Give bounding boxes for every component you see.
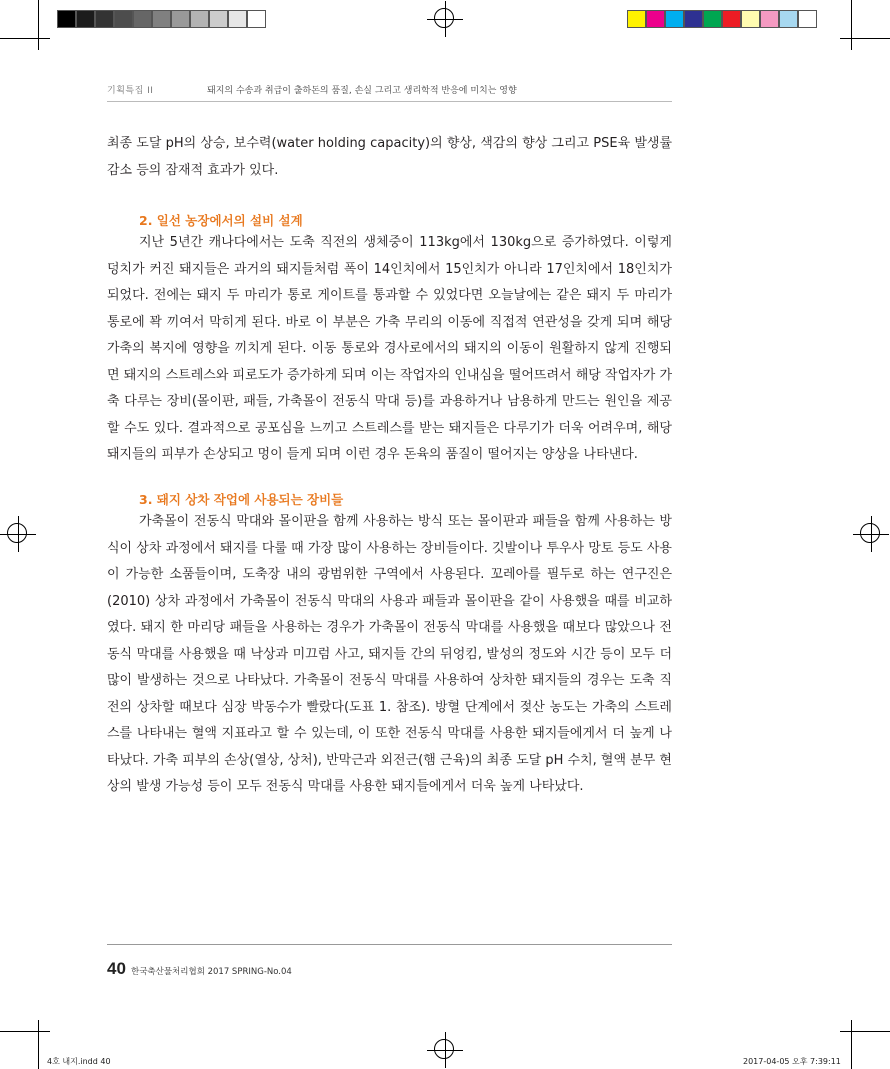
gray-swatch xyxy=(209,10,228,28)
gray-swatch xyxy=(133,10,152,28)
header-divider xyxy=(107,101,672,102)
gray-swatch xyxy=(95,10,114,28)
crop-mark xyxy=(840,38,890,39)
process-swatch xyxy=(741,10,760,28)
crop-mark xyxy=(851,0,852,50)
gray-swatch xyxy=(247,10,266,28)
section-2-paragraph: 지난 5년간 캐나다에서는 도축 직전의 생체중이 113kg에서 130kg으로 증가하였다. 이렇게 덩치가 커진 돼지들은 과거의 돼지들처럼 폭이 14인치에서 15인치가 아니라 17인치에서 18인치가 되었다. 전에는 돼지 두 마리가 통로 게이트를 통과할 수 있었다면 오늘날에는 같은 돼지 두 마리가 통로에 꽉 끼여서 막히게 된다. 바로 이 부분은 가축 무리의 이동에 직접적 연관성을 갖게 되며 해당 가축의 복지에 영향을 끼치게 된다. 이동 통로와 경사로에서의 돼지의 이동이 원활하지 않게 진행되면 돼지의 스트레스와 피로도가 증가하게 되며 이는 작업자의 인내심을 떨어뜨려서 해당 작업자가 가축 다루는 장비(몰이판, 패들, 가축몰이 전동식 막대 등)를 과용하거나 남용하게 만드는 원인을 제공할 수도 있다. 결과적으로 공포심을 느끼고 스트레스를 받는 돼지들은 다루기가 더욱 어려우며, 해당 돼지들의 피부가 손상되고 멍이 들게 되며 이런 경우 돈육의 품질이 떨어지는 양상을 나타낸다. xyxy=(107,235,672,462)
section-3-body-block xyxy=(107,509,672,801)
running-title: 돼지의 수송과 취급이 출하돈의 품질, 손실 그리고 생리학적 반응에 미치는 영향 xyxy=(207,86,517,96)
intro-paragraph: 최종 도달 pH의 상승, 보수력(water holding capacity)의 향상, 색감의 향상 그리고 PSE육 발생률 감소 등의 잠재적 효과가 있다. xyxy=(107,136,672,178)
crop-mark xyxy=(0,38,50,39)
section-label: 기획특집 II xyxy=(107,86,154,96)
process-swatch xyxy=(760,10,779,28)
section-3-paragraph: 가축몰이 전동식 막대와 몰이판을 함께 사용하는 방식 또는 몰이판과 패들을 함께 사용하는 방식이 상차 과정에서 돼지를 다룰 때 가장 많이 사용하는 장비들이다. 깃발이나 투우사 망토 등도 사용이 가능한 소품들이며, 도축장 내의 광범위한 구역에서 사용된다. 꼬레아를 필두로 하는 연구진은(2010) 상차 과정에서 가축몰이 전동식 막대의 사용과 패들과 몰이판을 같이 사용했을 때를 비교하였다. 돼지 한 마리당 패들을 사용하는 경우가 가축몰이 전동식 막대를 사용했을 때보다 많았으나 전동식 막대를 사용했을 때 낙상과 미끄럼 사고, 돼지들 간의 뒤엉킴, 발성의 정도와 시간 등이 모두 더 많이 발생하는 것으로 나타났다. 가축몰이 전동식 막대를 사용하여 상차한 돼지들의 경우는 도축 직전의 상차할 때보다 심장 박동수가 빨랐다(도표 1. 참조). 방혈 단계에서 젖산 농도는 가축의 스트레스를 나타내는 혈액 지표라고 할 수 있는데, 이 또한 전동식 막대를 사용한 돼지들에게서 더 높게 나타났다. 가축 피부의 손상(열상, 상처), 반막근과 외전근(햄 근육)의 최종 도달 pH 수치, 혈액 분무 현상의 발생 가능성 등이 모두 전동식 막대를 사용한 돼지들에게서 더욱 높게 나타났다. xyxy=(107,514,672,794)
gray-swatch xyxy=(114,10,133,28)
slug-filename: 4호 내지.indd 40 xyxy=(47,1057,111,1066)
footer-divider xyxy=(107,944,672,945)
page-number: 40 xyxy=(107,959,126,978)
process-swatch xyxy=(646,10,665,28)
gray-swatch xyxy=(57,10,76,28)
slug-timestamp: 2017-04-05 오후 7:39:11 xyxy=(743,1057,841,1066)
crop-mark xyxy=(851,1020,852,1069)
publication-info: 한국축산물처리협회 2017 SPRING-No.04 xyxy=(131,967,292,977)
process-swatch xyxy=(722,10,741,28)
gray-swatch xyxy=(228,10,247,28)
crop-mark xyxy=(840,1031,890,1032)
process-swatch xyxy=(665,10,684,28)
gray-swatch xyxy=(76,10,95,28)
crop-mark xyxy=(0,1031,50,1032)
process-swatch xyxy=(798,10,817,28)
process-swatch xyxy=(703,10,722,28)
section-2-title: 2. 일선 농장에서의 설비 설계 xyxy=(139,213,303,228)
section-2-body-block xyxy=(107,230,672,469)
gray-swatch xyxy=(152,10,171,28)
intro-paragraph-block xyxy=(107,131,672,184)
section-3-title: 3. 돼지 상차 작업에 사용되는 장비들 xyxy=(139,492,344,507)
process-swatch xyxy=(627,10,646,28)
process-swatch xyxy=(779,10,798,28)
crop-mark xyxy=(38,0,39,50)
gray-swatch xyxy=(171,10,190,28)
crop-mark xyxy=(38,1020,39,1069)
gray-swatch xyxy=(190,10,209,28)
process-swatch xyxy=(684,10,703,28)
